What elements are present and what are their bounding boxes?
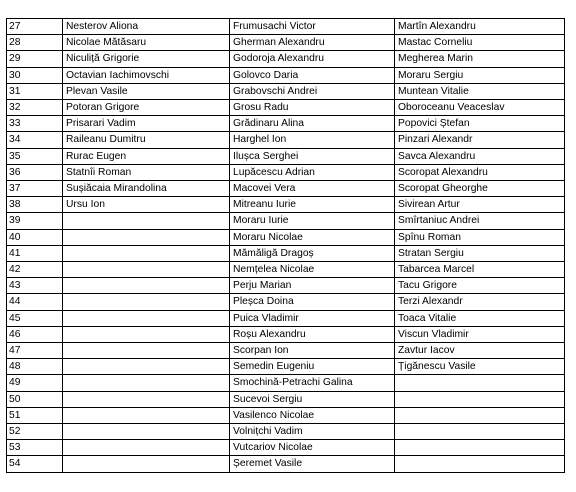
- row-number-cell: 28: [7, 35, 63, 51]
- name-cell-column-2: Grabovschi Andrei: [230, 83, 395, 99]
- name-cell-column-1: [63, 326, 230, 342]
- row-number-cell: 39: [7, 213, 63, 229]
- row-number-cell: 50: [7, 391, 63, 407]
- name-cell-column-1: [63, 440, 230, 456]
- name-cell-column-2: Macovei Vera: [230, 181, 395, 197]
- row-number-cell: 34: [7, 132, 63, 148]
- table-row: [7, 278, 565, 294]
- name-cell-column-2: Șeremet Vasile: [230, 456, 395, 472]
- name-cell-column-2: Puica Vladimir: [230, 310, 395, 326]
- name-cell-column-2: Scorpan Ion: [230, 343, 395, 359]
- name-cell-column-2: Semedin Eugeniu: [230, 359, 395, 375]
- name-cell-column-3: [395, 375, 565, 391]
- table-row: [7, 375, 565, 391]
- table-row: [7, 164, 565, 180]
- name-cell-column-1: [63, 391, 230, 407]
- row-number-cell: 48: [7, 359, 63, 375]
- table-row: [7, 359, 565, 375]
- row-number-cell: 52: [7, 424, 63, 440]
- table-row: [7, 424, 565, 440]
- name-cell-column-2: Smochină-Petrachi Galina: [230, 375, 395, 391]
- row-number-cell: 47: [7, 343, 63, 359]
- table-row: [7, 326, 565, 342]
- name-cell-column-2: Mămăligă Dragoș: [230, 245, 395, 261]
- name-cell-column-2: Sucevoi Sergiu: [230, 391, 395, 407]
- name-cell-column-3: Savca Alexandru: [395, 148, 565, 164]
- table-row: [7, 391, 565, 407]
- name-cell-column-1: [63, 229, 230, 245]
- name-cell-column-2: Ilușca Serghei: [230, 148, 395, 164]
- name-cell-column-1: [63, 262, 230, 278]
- name-cell-column-2: Vasilenco Nicolae: [230, 407, 395, 423]
- name-cell-column-2: Nemțelea Nicolae: [230, 262, 395, 278]
- table-row: [7, 19, 565, 35]
- name-cell-column-3: Moraru Sergiu: [395, 67, 565, 83]
- row-number-cell: 35: [7, 148, 63, 164]
- row-number-cell: 27: [7, 19, 63, 35]
- row-number-cell: 37: [7, 181, 63, 197]
- name-cell-column-1: Statnîi Roman: [63, 164, 230, 180]
- name-cell-column-1: [63, 213, 230, 229]
- name-cell-column-3: [395, 391, 565, 407]
- name-cell-column-1: Ursu Ion: [63, 197, 230, 213]
- name-cell-column-3: Mastac Corneliu: [395, 35, 565, 51]
- name-cell-column-3: Pinzari Alexandr: [395, 132, 565, 148]
- row-number-cell: 54: [7, 456, 63, 472]
- name-cell-column-2: Gherman Alexandru: [230, 35, 395, 51]
- name-cell-column-3: Sivirean Artur: [395, 197, 565, 213]
- name-list-table: [6, 18, 565, 473]
- name-cell-column-3: Scoropat Gheorghe: [395, 181, 565, 197]
- name-cell-column-2: Moraru Iurie: [230, 213, 395, 229]
- row-number-cell: 46: [7, 326, 63, 342]
- name-cell-column-2: Volnițchi Vadim: [230, 424, 395, 440]
- name-cell-column-1: [63, 359, 230, 375]
- name-cell-column-2: Grosu Radu: [230, 100, 395, 116]
- name-cell-column-1: Octavian Iachimovschi: [63, 67, 230, 83]
- table-row: [7, 213, 565, 229]
- table-row: [7, 67, 565, 83]
- table-row: [7, 310, 565, 326]
- table-row: [7, 197, 565, 213]
- name-cell-column-2: Pleșca Doina: [230, 294, 395, 310]
- table-row: [7, 294, 565, 310]
- table-row: [7, 35, 565, 51]
- table-row: [7, 51, 565, 67]
- row-number-cell: 31: [7, 83, 63, 99]
- name-cell-column-1: Raileanu Dumitru: [63, 132, 230, 148]
- name-cell-column-3: Muntean Vitalie: [395, 83, 565, 99]
- row-number-cell: 44: [7, 294, 63, 310]
- table-row: [7, 343, 565, 359]
- name-cell-column-1: Plevan Vasile: [63, 83, 230, 99]
- row-number-cell: 32: [7, 100, 63, 116]
- name-cell-column-1: Prisarari Vadim: [63, 116, 230, 132]
- name-cell-column-1: [63, 456, 230, 472]
- table-row: [7, 262, 565, 278]
- row-number-cell: 45: [7, 310, 63, 326]
- table-row: [7, 132, 565, 148]
- name-cell-column-3: [395, 440, 565, 456]
- table-row: [7, 83, 565, 99]
- row-number-cell: 33: [7, 116, 63, 132]
- name-cell-column-3: Zavtur Iacov: [395, 343, 565, 359]
- table-row: [7, 116, 565, 132]
- row-number-cell: 42: [7, 262, 63, 278]
- name-cell-column-3: Megherea Marin: [395, 51, 565, 67]
- name-cell-column-1: Niculiță Grigorie: [63, 51, 230, 67]
- table-row: [7, 440, 565, 456]
- name-cell-column-3: Smîrtaniuc Andrei: [395, 213, 565, 229]
- name-cell-column-1: Nesterov Aliona: [63, 19, 230, 35]
- name-cell-column-3: Stratan Sergiu: [395, 245, 565, 261]
- name-cell-column-3: Viscun Vladimir: [395, 326, 565, 342]
- name-cell-column-3: Terzi Alexandr: [395, 294, 565, 310]
- name-cell-column-1: Sușiăcaia Mirandolina: [63, 181, 230, 197]
- name-cell-column-1: [63, 294, 230, 310]
- name-cell-column-3: Scoropat Alexandru: [395, 164, 565, 180]
- row-number-cell: 49: [7, 375, 63, 391]
- name-list-sheet: [6, 18, 565, 473]
- name-cell-column-2: Grădinaru Alina: [230, 116, 395, 132]
- name-cell-column-1: [63, 407, 230, 423]
- name-cell-column-3: Martîn Alexandru: [395, 19, 565, 35]
- name-cell-column-2: Frumusachi Victor: [230, 19, 395, 35]
- name-cell-column-3: [395, 424, 565, 440]
- table-row: [7, 245, 565, 261]
- name-cell-column-3: Tabarcea Marcel: [395, 262, 565, 278]
- row-number-cell: 30: [7, 67, 63, 83]
- name-list-body: [7, 19, 565, 473]
- row-number-cell: 40: [7, 229, 63, 245]
- row-number-cell: 41: [7, 245, 63, 261]
- table-row: [7, 100, 565, 116]
- row-number-cell: 29: [7, 51, 63, 67]
- name-cell-column-1: [63, 310, 230, 326]
- table-row: [7, 456, 565, 472]
- name-cell-column-1: Nicolae Mătăsaru: [63, 35, 230, 51]
- name-cell-column-1: [63, 278, 230, 294]
- name-cell-column-3: Popovici Ștefan: [395, 116, 565, 132]
- name-cell-column-2: Mitreanu Iurie: [230, 197, 395, 213]
- name-cell-column-3: [395, 456, 565, 472]
- name-cell-column-3: Oboroceanu Veaceslav: [395, 100, 565, 116]
- table-row: [7, 229, 565, 245]
- table-row: [7, 148, 565, 164]
- name-cell-column-2: Godoroja Alexandru: [230, 51, 395, 67]
- name-cell-column-1: Potoran Grigore: [63, 100, 230, 116]
- name-cell-column-1: [63, 343, 230, 359]
- name-cell-column-1: Rurac Eugen: [63, 148, 230, 164]
- name-cell-column-1: [63, 375, 230, 391]
- name-cell-column-2: Harghel Ion: [230, 132, 395, 148]
- row-number-cell: 36: [7, 164, 63, 180]
- table-row: [7, 181, 565, 197]
- name-cell-column-2: Vutcariov Nicolae: [230, 440, 395, 456]
- name-cell-column-3: Țigănescu Vasile: [395, 359, 565, 375]
- name-cell-column-2: Lupăcescu Adrian: [230, 164, 395, 180]
- name-cell-column-2: Roșu Alexandru: [230, 326, 395, 342]
- row-number-cell: 53: [7, 440, 63, 456]
- name-cell-column-3: [395, 407, 565, 423]
- row-number-cell: 51: [7, 407, 63, 423]
- name-cell-column-2: Moraru Nicolae: [230, 229, 395, 245]
- name-cell-column-2: Perju Marian: [230, 278, 395, 294]
- row-number-cell: 43: [7, 278, 63, 294]
- name-cell-column-1: [63, 424, 230, 440]
- row-number-cell: 38: [7, 197, 63, 213]
- name-cell-column-3: Tacu Grigore: [395, 278, 565, 294]
- name-cell-column-3: Toaca Vitalie: [395, 310, 565, 326]
- name-cell-column-3: Spînu Roman: [395, 229, 565, 245]
- name-cell-column-1: [63, 245, 230, 261]
- table-row: [7, 407, 565, 423]
- name-cell-column-2: Golovco Daria: [230, 67, 395, 83]
